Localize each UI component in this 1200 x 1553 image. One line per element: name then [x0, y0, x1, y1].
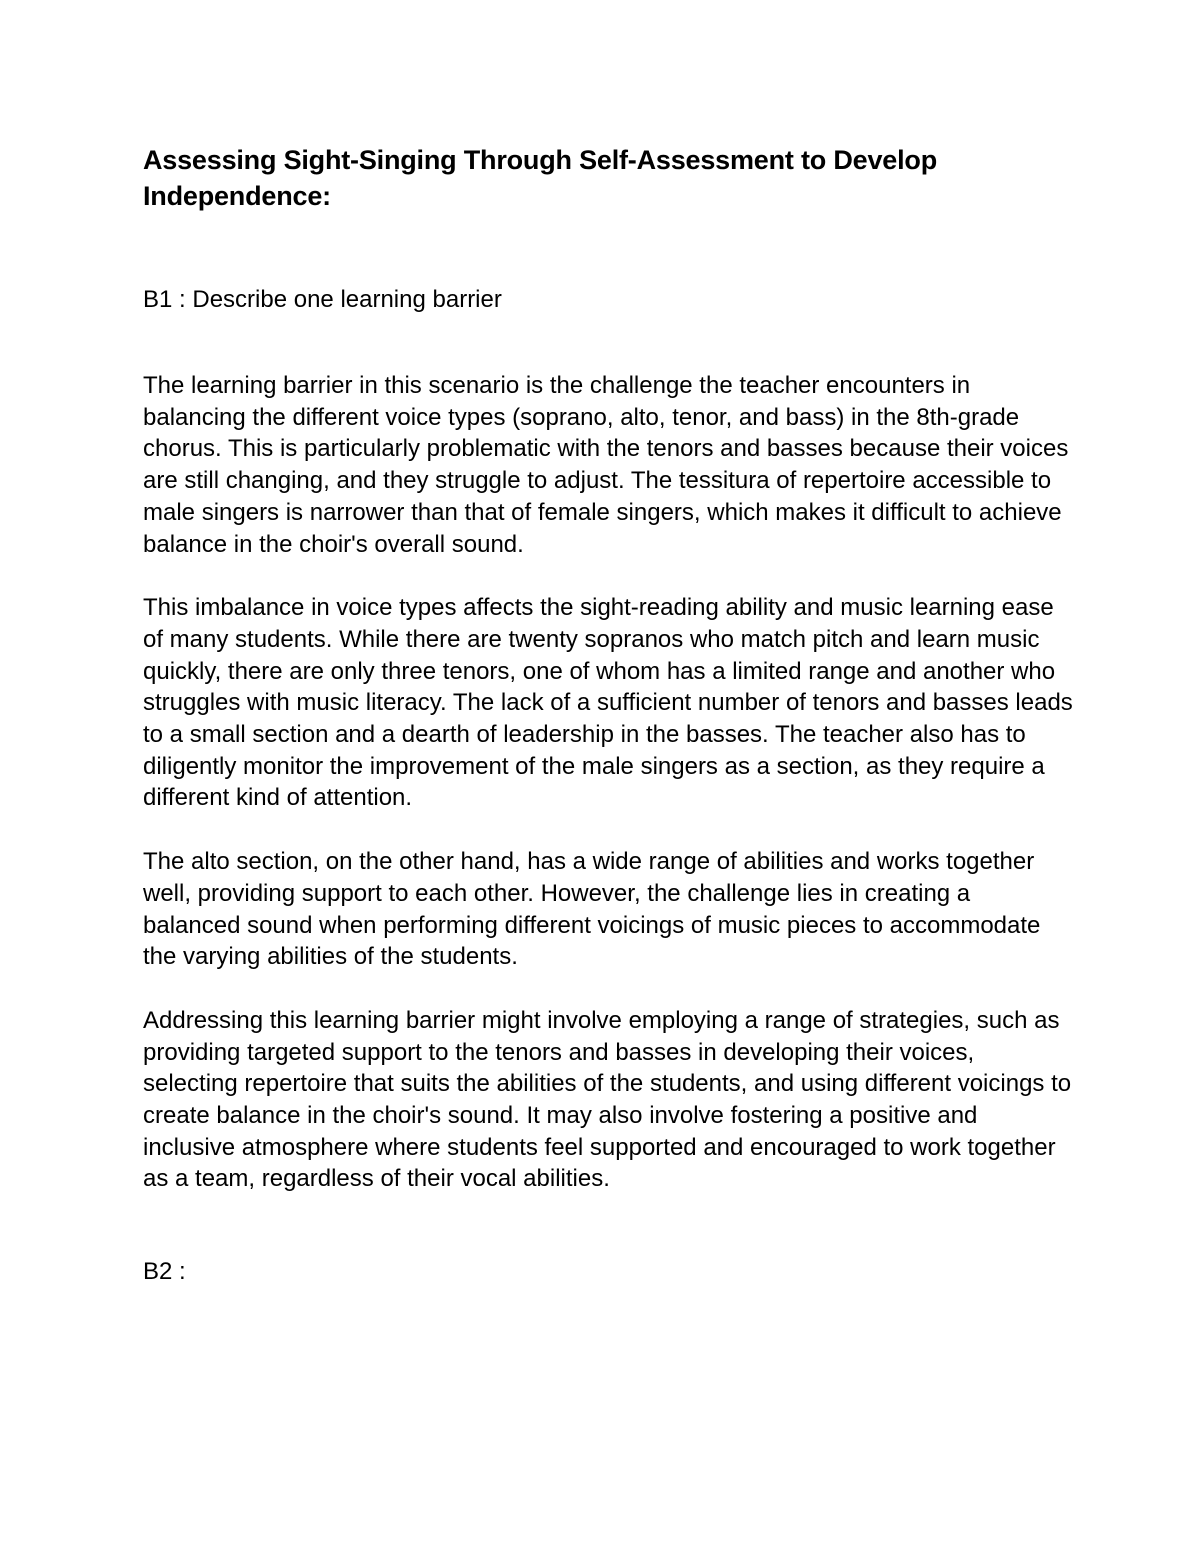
paragraph-addressing-barrier: Addressing this learning barrier might involve employing a range of strategies, such as providing targeted support to the tenors and basses in developing their voices, selecting repertoire that suits the abilities of the students, and using different voicings to create balance in the choir's sound. It may also involve fostering a positive and inclusive atmosphere where students feel supported and encouraged to work together as a team, regardless of their vocal abilities. [143, 1006, 1072, 1193]
section-b2-heading: B2 : [143, 1258, 186, 1286]
document-title: Assessing Sight-Singing Through Self-Assessment to Develop Independence: [143, 145, 938, 211]
paragraph-alto-section: The alto section, on the other hand, has a wide range of abilities and works together well, providing support to each other. However, the challenge lies in creating a balanced sound when performing different voicings of music pieces to accommodate the varying abilities of the students. [143, 848, 1041, 971]
document-body [143, 142, 1073, 1288]
paragraph-voice-imbalance: This imbalance in voice types affects the sight-reading ability and music learning ease of many students. While there are twenty sopranos who match pitch and learn music quickly, there are only three tenors, one of whom has a limited range and another who struggles with music literacy. The lack of a sufficient number of tenors and basses leads to a small section and a dearth of leadership in the basses. The teacher also has to diligently monitor the improvement of the male singers as a section, as they require a different kind of attention. [143, 594, 1073, 812]
section-b1-heading: B1 : Describe one learning barrier [143, 286, 502, 313]
paragraph-learning-barrier: The learning barrier in this scenario is the challenge the teacher encounters in balancing the different voice types (soprano, alto, tenor, and bass) in the 8th-grade chorus. This is particularly problematic with the tenors and basses because their voices are still changing, and they struggle to adjust. The tessitura of repertoire accessible to male singers is narrower than that of female singers, which makes it difficult to achieve balance in the choir's overall sound. [143, 372, 1069, 558]
